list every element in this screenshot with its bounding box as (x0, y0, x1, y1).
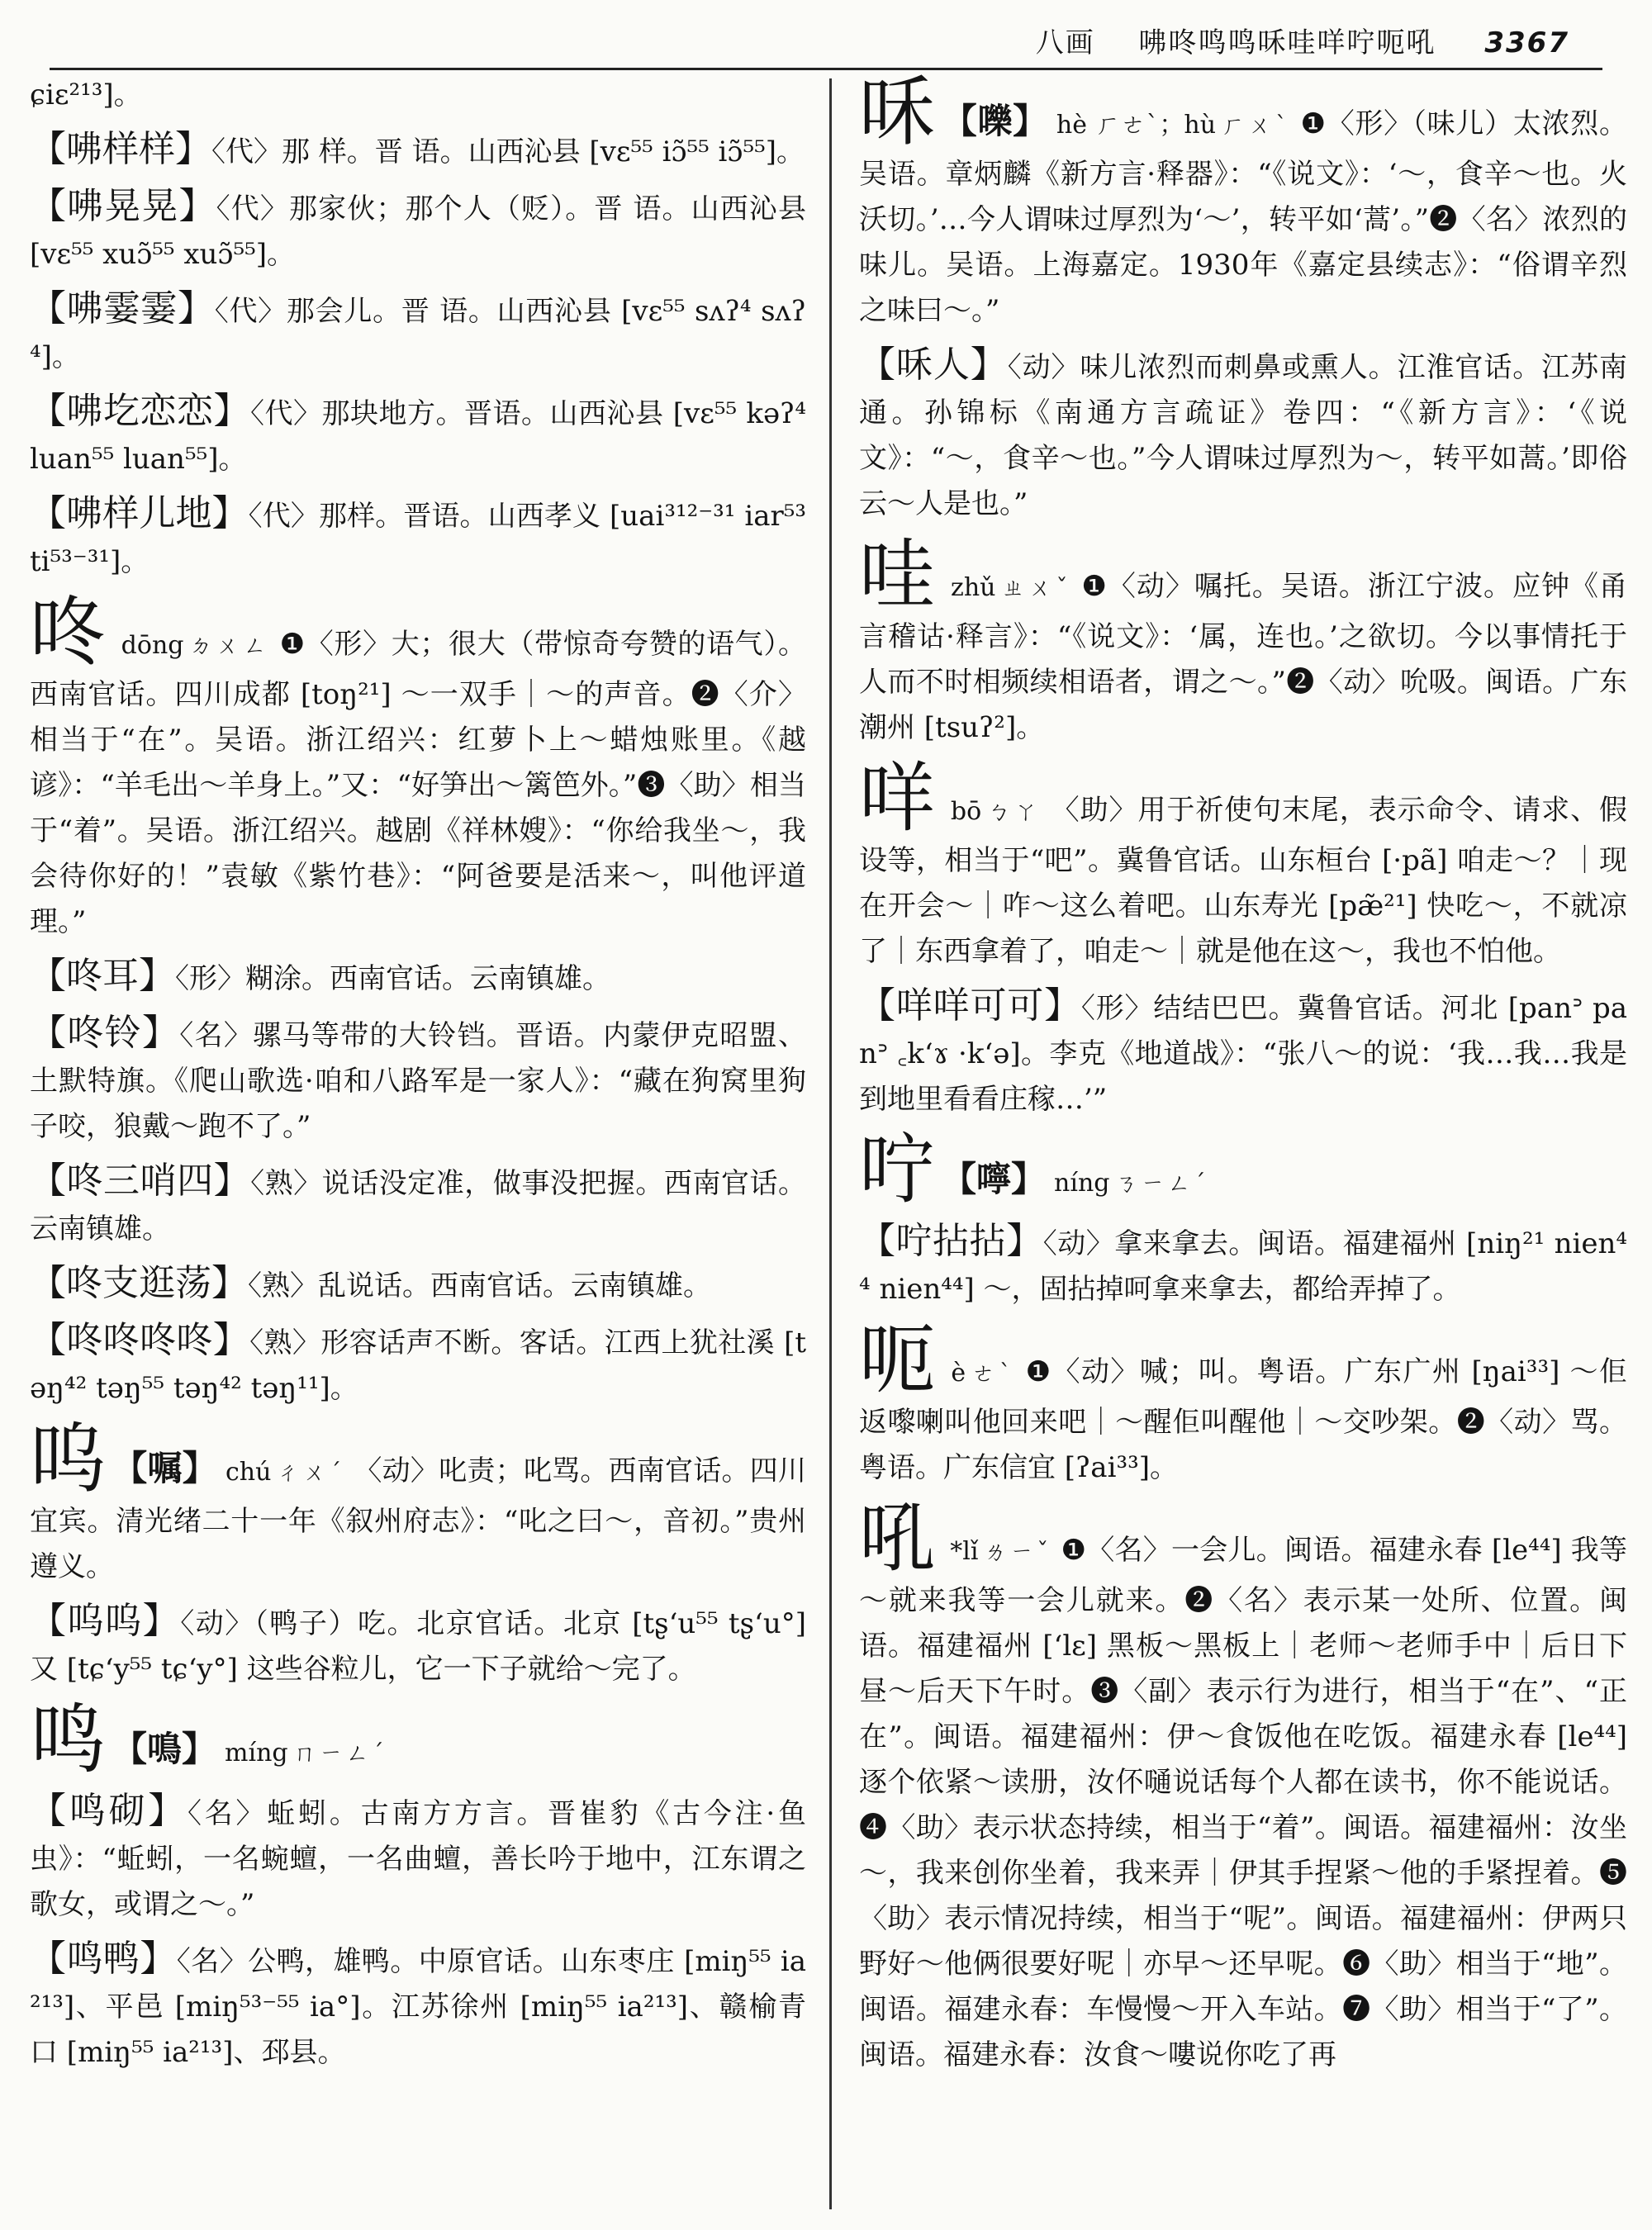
sub-entry (859, 983, 1627, 1122)
page-header (50, 15, 1602, 70)
definition-text: 〈名〉骡马等带的大铃铛。晋语。内蒙伊克昭盟、土默特旗。《爬山歌选·咱和八路军是一家人》：“藏在狗窝里狗子咬，狼戴～跑不了。” (30, 1019, 806, 1143)
head-entry (30, 1415, 806, 1590)
sub-headword: 【咈样样】 (30, 128, 211, 170)
sub-headword: 【咚咚咚咚】 (30, 1319, 250, 1361)
column-divider (829, 78, 832, 2209)
definition-text: ɕiɛ²¹³]。 (30, 78, 142, 112)
definition-text: ❶〈形〉大；很大（带惊奇夸赞的语气）。西南官话。四川成都 [toŋ²¹] ～一双手｜～的声音。❷〈介〉相当于“在”。吴语。浙江绍兴：红萝卜上～蜡烛账里。《越谚》：“羊毛出～羊身上。”又：“好笋出～篱笆外。”❸〈助〉相当于“着”。吴语。浙江绍兴。越剧《祥林嫂》：“你给我坐～，我会待你好的！”袁敏《紫竹巷》：“阿爸要是活来～，叫他评道理。” (30, 628, 806, 938)
pinyin: chú (225, 1458, 272, 1487)
head-entry (859, 754, 1628, 975)
head-character: 咩 (859, 754, 936, 842)
sub-entry (859, 1218, 1627, 1312)
definition-text: 〈熟〉形容话声不断。客话。江西上犹社溪 [təŋ⁴² təŋ⁵⁵ təŋ⁴² təŋ¹¹]。 (30, 1326, 807, 1405)
definition-text: 〈代〉那 样。晋 语。山西沁县 [vɛ⁵⁵ iɔ̃⁵⁵ iɔ̃⁵⁵]。 (211, 135, 805, 168)
pinyin: è (951, 1359, 966, 1388)
sub-entry (30, 1260, 806, 1309)
sub-headword: 【咈样儿地】 (30, 492, 249, 534)
sub-entry (30, 953, 806, 1002)
head-character: 呃 (859, 1316, 937, 1404)
zhuyin: ㄌㄧˇ (983, 1538, 1052, 1565)
pinyin: míng (225, 1739, 288, 1767)
variant-form: 【嚛】 (942, 101, 1048, 141)
head-entry (859, 1316, 1627, 1491)
definition-text: 〈代〉那样。晋语。山西孝义 [uai³¹²⁻³¹ iar⁵³ ti⁵³⁻³¹]。 (30, 500, 806, 578)
head-entry (30, 1696, 806, 1784)
definition-text: 〈助〉用于祈使句末尾，表示命令、请求、假设等，相当于“吧”。冀鲁官话。山东桓台 [·pã] 咱走～？｜现在开会～｜咋～这么着吧。山东寿光 [pæ̃²¹] 快吃～，不就凉了｜东西拿着了，咱走～｜就是他在这～，我也不怕他。 (859, 794, 1628, 968)
sub-headword: 【咚三哨四】 (30, 1160, 251, 1202)
definition-text: 〈代〉那块地方。晋语。山西沁县 [vɛ⁵⁵ kəʔ⁴ luan⁵⁵ luan⁵⁵]。 (30, 397, 807, 476)
pinyin: zhǔ (951, 573, 996, 602)
pinyin: *lǐ (950, 1537, 979, 1566)
header-chars: 咈咚鸣鸣咊哇咩咛呃吼 (1138, 26, 1436, 59)
sub-entry (30, 1598, 806, 1692)
sub-headword: 【咚支逛荡】 (30, 1262, 248, 1304)
head-entry (859, 1126, 1627, 1214)
sub-entry (30, 491, 806, 585)
definition-text: 〈代〉那会儿。晋 语。山西沁县 [vɛ⁵⁵ sʌʔ⁴ sʌʔ⁴]。 (30, 295, 806, 373)
definition-text: 〈熟〉乱说话。西南官话。云南镇雄。 (248, 1269, 711, 1302)
definition-text: ❶〈动〉喊；叫。粤语。广东广州 [ŋai³³] ～佢返嚟喇叫他回来吧｜～醒佢叫醒他｜～交吵架。❷〈动〉骂。粤语。广东信宜 [ʔai³³]。 (859, 1355, 1627, 1484)
header-right (1036, 20, 1569, 60)
definition-text: 〈名〉蚯蚓。古南方方言。晋崔豹《古今注·鱼虫》：“蚯蚓，一名蜿蟺，一名曲蟺，善长吟于地中，江东谓之歌女，或谓之～。” (30, 1797, 806, 1921)
variant-form: 【鳴】 (112, 1729, 217, 1769)
head-character: 咚 (30, 588, 107, 676)
left-column (30, 73, 806, 2084)
sub-entry (30, 1788, 806, 1928)
head-entry (859, 68, 1627, 334)
zhuyin: ㄇㄧㄥˊ (292, 1739, 387, 1767)
definition-text: 〈熟〉说话没定准，做事没把握。西南官话。云南镇雄。 (30, 1167, 807, 1245)
page-number: 3367 (1484, 26, 1569, 59)
sub-entry (30, 1936, 806, 2076)
sub-entry (30, 1010, 806, 1150)
definition-text: 〈动〉味儿浓烈而刺鼻或熏人。江淮官话。江苏南通。孙锦标《南通方言疏证》卷四：“《新方言》：‘《说文》：“～，食辛～也。”今人谓味过厚烈为～，转平如蒿。’即俗云～人是也。” (859, 351, 1628, 520)
definition-text: ❶〈形〉（味儿）太浓烈。吴语。章炳麟《新方言·释器》：“《说文》：‘～，食辛～也。火沃切。’…今人谓味过厚烈为‘～’，转平如‘蒿’。”❷〈名〉浓烈的味儿。吴语。上海嘉定。1930年《嘉定县续志》：“俗谓辛烈之味曰～。” (859, 107, 1627, 327)
sub-entry (30, 1317, 806, 1412)
continuation-line (30, 73, 806, 118)
head-entry (859, 530, 1627, 751)
sub-headword: 【鸣砌】 (30, 1790, 188, 1832)
sub-entry (30, 388, 806, 482)
pinyin: hè ㄏㄜˋ；hù (1056, 111, 1217, 140)
section-label: 八画 (1035, 26, 1095, 59)
zhuyin: ㄔㄨˊ (276, 1459, 345, 1486)
definition-text: ❶〈名〉一会儿。闽语。福建永春 [le⁴⁴] 我等～就来我等一会儿就来。❷〈名〉表示某一处所、位置。闽语。福建福州 [ʻlɛ] 黑板～黑板上｜老师～老师手中｜后日下昼～后天下午时。❸〈副〉表示行为进行，相当于“在”、“正在”。闽语。福建福州：伊～食饭他在吃饭。福建永春 [le⁴⁴] 逐个依紧～读册，汝伓嗵说话每个人都在读书，你不能说话。❹〈助〉表示状态持续，相当于“着”。闽语。福建福州：汝坐～，我来创你坐着，我来弄｜伊其手捏紧～他的手紧捏着。❺〈助〉表示情况持续，相当于“呢”。闽语。福建福州：伊两只野好～他俩很要好呢｜亦早～还早呢。❻〈助〉相当于“地”。闽语。福建永春：车慢慢～开入车站。❼〈助〉相当于“了”。闽语。福建永春：汝食～嘍说你吃了再 (859, 1534, 1627, 2071)
pinyin: dōng (121, 631, 184, 660)
zhuyin: ㄉㄨㄥ (188, 632, 271, 659)
zhuyin: ㄓㄨˇ (1000, 574, 1072, 601)
sub-headword: 【呜呜】 (30, 1600, 181, 1642)
right-column (859, 68, 1628, 2086)
sub-entry (30, 126, 806, 175)
head-character: 鸣 (30, 1696, 107, 1784)
zhuyin: ㄏㄨˋ (1221, 112, 1291, 139)
sub-headword: 【咈霎霎】 (30, 287, 215, 330)
sub-headword: 【咈圪恋恋】 (30, 390, 250, 432)
sub-entry (859, 342, 1627, 527)
sub-headword: 【咚铃】 (30, 1012, 180, 1054)
variant-form: 【嘱】 (112, 1448, 217, 1488)
sub-headword: 【咛拈拈】 (859, 1220, 1043, 1262)
definition-text: 〈动〉（鸭子）吃。北京官话。北京 [tʂʻu⁵⁵ tʂʻu°] 又 [tɕʻy⁵⁵ tɕʻy°] 这些谷粒儿，它一下子就给～完了。 (30, 1607, 807, 1686)
sub-headword: 【咚耳】 (30, 955, 175, 997)
zhuyin: ㄅㄚ (986, 798, 1042, 825)
sub-headword: 【咊人】 (859, 344, 1008, 386)
head-character: 呜 (30, 1415, 107, 1503)
definition-text: 〈动〉叱责；叱骂。西南官话。四川宜宾。清光绪二十一年《叙州府志》：“叱之曰～，音初。”贵州遵义。 (30, 1454, 806, 1583)
zhuyin: ㄜˋ (971, 1359, 1016, 1387)
definition-text: ❶〈动〉嘱托。吴语。浙江宁波。应钟《甬言稽诂·释言》：“《说文》：‘属，连也。’之欲切。今以事情托于人而不时相频续相语者，谓之～。”❷〈动〉吮吸。闽语。广东潮州 [tsuʔ²]。 (859, 570, 1627, 744)
sub-headword: 【咈晃晃】 (30, 185, 216, 227)
sub-entry (30, 183, 806, 278)
definition-text: 〈形〉结结巴巴。冀鲁官话。河北 [panᐣ panᐣ ꜀kʻɤ ·kʻə]。李克《地道战》：“张八～的说：‘我…我…我是到地里看看庄稼…’” (859, 992, 1627, 1116)
sub-headword: 【咩咩可可】 (859, 985, 1081, 1027)
definition-text: 〈动〉拿来拿去。闽语。福建福州 [niŋ²¹ nien⁴⁴ nien⁴⁴] ～，固拈掉呵拿来拿去，都给弄掉了。 (859, 1227, 1628, 1306)
definition-text: 〈名〉公鸭，雄鸭。中原官话。山东枣庄 [miŋ⁵⁵ ia²¹³]、平邑 [miŋ⁵³⁻⁵⁵ ia°]。江苏徐州 [miŋ⁵⁵ ia²¹³]、赣榆青口 [miŋ⁵⁵ ia²¹³]、邳县。 (30, 1945, 807, 2069)
definition-text: 〈形〉糊涂。西南官话。云南镇雄。 (175, 962, 610, 995)
head-entry (30, 588, 806, 945)
sub-headword: 【鸣鸭】 (30, 1938, 177, 1980)
sub-entry (30, 286, 806, 380)
pinyin: bō (950, 797, 982, 826)
pinyin: níng (1054, 1169, 1110, 1198)
head-character: 哇 (859, 530, 937, 619)
head-character: 咊 (859, 68, 936, 156)
head-entry (859, 1494, 1627, 2078)
variant-form: 【嚀】 (942, 1159, 1047, 1199)
head-character: 咛 (859, 1126, 936, 1214)
zhuyin: ㄋㄧㄥˊ (1114, 1170, 1209, 1197)
sub-entry (30, 1158, 806, 1252)
head-character: 吼 (859, 1494, 936, 1582)
definition-text: 〈代〉那家伙；那个人（贬）。晋 语。山西沁县 [vɛ⁵⁵ xuɔ̃⁵⁵ xuɔ̃⁵⁵]。 (30, 192, 807, 271)
